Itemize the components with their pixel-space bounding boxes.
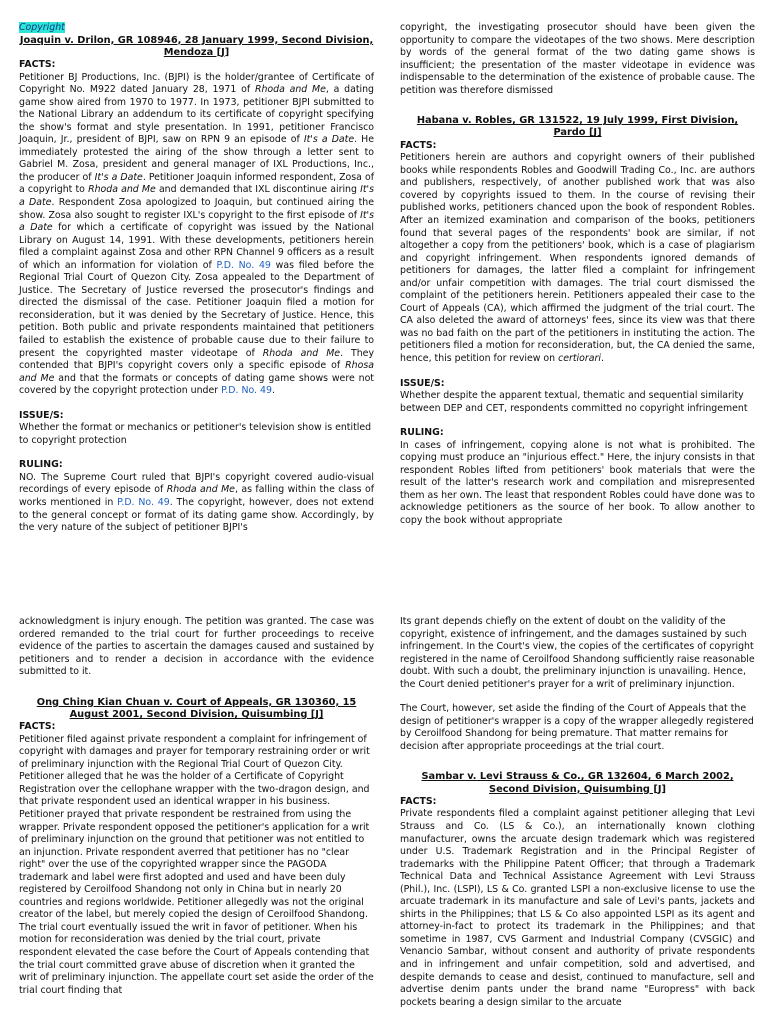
case-column-sambar bbox=[400, 616, 755, 1009]
continued-text: Its grant depends chiefly on the extent of doubt on the validity of the copyright, existence of infringement, and the damages sustained by such infringement. In the Court's view, the copies of the certificates of copyright registered in the name of Ceroilfood Shandong sufficiently raise reasonable doubt. With such a doubt, the preliminary injunction is unavailing. Hence, the Court denied petitioner's prayer for a writ of preliminary injunction. bbox=[400, 616, 755, 690]
case-title: Ong Ching Kian Chuan v. Court of Appeals, GR 130360, 15 August 2001, Second Division, Quisumbing [J] bbox=[36, 696, 357, 720]
facts-label: FACTS: bbox=[19, 58, 56, 70]
topic-tag-line bbox=[19, 22, 374, 35]
facts-paragraph: Petitioner BJ Productions, Inc. (BJPI) is the holder/grantee of Certificate of Copyright No. M922 dated January 28, 1971 of Rhoda and Me, a dating game show aired from 1970 to 1977. In 1973, petitioner BJPI submitted to the National Library an addendum to its certificate of copyright specifying the show's format and style presentation. In 1991, petitioner Francisco Joaquin, Jr., president of BJPI, saw on RPN 9 an episode of It's a Date. He immediately protested the airing of the show through a letter sent to Gabriel M. Zosa, president and general manager of IXL Productions, Inc., the producer of It's a Date. Petitioner Joaquin informed respondent, Zosa of a copyright to Rhoda and Me and demanded that IXL discontinue airing It's a Date. Respondent Zosa apologized to Joaquin, but continued airing the show. Zosa also sought to register IXL's copyright to the first episode of It's a Date for which a certificate of copyright was issued by the National Library on August 14, 1991. With these developments, petitioners herein filed a complaint against Zosa and other RPN Channel 9 officers as a result of which an information for violation of P.D. No. 49 was filed before the Regional Trial Court of Quezon City. Zosa appealed to the Department of Justice. The Secretary of Justice reversed the prosecutor's findings and directed the dismissal of the case. Petitioner Joaquin filed a motion for reconsideration, but it was denied by the Secretary of Justice. Hence, this petition. Both public and private respondents maintained that petitioners failed to establish the existence of probable cause due to their failure to present the copyrighted master videotape of Rhoda and Me. They contended that BJPI's copyright covers only a specific episode of Rhosa and Me and that the formats or concepts of dating game shows were not covered by the copyright protection under P.D. No. 49. bbox=[19, 71, 375, 397]
facts-paragraph: Petitioners herein are authors and copyright owners of their published books while respondents Robles and Goodwill Trading Co., Inc. are authors and publishers, respectively, of another published work that was also covered by copyrights issued to them. In the course of revising their published works, petitioners chanced upon the book of respondent Robles. After an itemized examination and comparison of the books, petitioners found that several pages of the respondents' book are similar, if not altogether a copy from the petitioners' book, which is a case of plagiarism and copyright infringement. When respondents ignored demands of petitioners for damages, the latter filed a complaint for infringement and/or unfair competition with damages. The trial court dismissed the complaint of the petitioners herein. Petitioners appealed their case to the Court of Appeals (CA), which affirmed the judgment of the trial court. The CA also deleted the award of attorneys' fees, since its view was that there was no bad faith on the part of the petitioners in instituting the action. The petitioners filed a motion for reconsideration, but, the CA denied the same, hence, this petition for review on certiorari. bbox=[400, 152, 755, 364]
issue-label: ISSUE/S: bbox=[400, 377, 445, 389]
case-column-habana bbox=[400, 22, 755, 528]
topic-tag: Copyright bbox=[19, 22, 65, 33]
pd49-reference: P.D. No. 49 bbox=[216, 259, 271, 271]
issue-label: ISSUE/S: bbox=[19, 409, 64, 421]
ruling-label: RULING: bbox=[400, 427, 444, 439]
case-title: Habana v. Robles, GR 131522, 19 July 1999, First Division, Pardo [J] bbox=[416, 115, 739, 139]
case-column-joaquin bbox=[19, 22, 374, 535]
case-column-ong-ching bbox=[19, 616, 374, 997]
pd49-reference: P.D. No. 49 bbox=[221, 385, 272, 397]
continued-text-2: The Court, however, set aside the finding of the Court of Appeals that the design of petitioner's wrapper is a copy of the wrapper allegedly registered by Ceroilfood Shandong for being premature. That matter remains for decision after appropriate proceedings at the trial court. bbox=[400, 703, 754, 752]
facts-label: FACTS: bbox=[400, 139, 437, 151]
case-title: Sambar v. Levi Strauss & Co., GR 132604, 6 March 2002, Second Division, Quisumbing [J] bbox=[421, 771, 734, 795]
continued-text: copyright, the investigating prosecutor should have been given the opportunity to compare the videotapes of the two shows. Mere description by words of the general format of the two dating game shows is insufficient; the presentation of the master videotape in evidence was indispensable to the determination of the existence of probable cause. The petition was therefore dismissed bbox=[400, 22, 755, 96]
continued-text: acknowledgment is injury enough. The petition was granted. The case was ordered remanded to the trial court for further proceedings to receive evidence of the parties to ascertain the damages caused and sustained by petitioners and to render a decision in accordance with the evidence submitted to it. bbox=[19, 616, 374, 678]
facts-paragraph: Private respondents filed a complaint against petitioner alleging that Levi Strauss and Co. (LS & Co.), an internationally known clothing manufacturer, owns the arcuate design trademark which was registered under U.S. Trademark Registration and in the Principal Register of trademarks with the Philippine Patent Officer; that through a Trademark Technical Data and Technical Assistance Agreement with Levi Strauss (Phil.), Inc. (LSPI), LS & Co. granted LSPI a non-exclusive license to use the arcuate trademark in its manufacture and sale of Levi's pants, jackets and shirts in the Philippines; that LS & Co also appointed LSPI as its agent and attorney-in-fact to protect its trademark in the Philippines; and that sometime in 1987, CVS Garment and Industrial Company (CVSGIC) and Venancio Sambar, without consent and authority of private respondents and in infringement and unfair competition, sold and advertised, and despite demands to cease and desist, continued to manufacture, sell and advertise denim pants under the brand name "Europress" with back pockets bearing a design similar to the arcuate bbox=[400, 808, 755, 1008]
issue-text: Whether the format or mechanics or petitioner's television show is entitled to copyright protection bbox=[19, 422, 372, 446]
facts-paragraph: Petitioner filed against private respondent a complaint for infringement of copyright with damages and prayer for temporary restraining order or writ of preliminary injunction with the Regional Trial Court of Quezon City. Petitioner alleged that he was the holder of a Certificate of Copyright Registration over the cellophane wrapper with the two-dragon design, and that private respondent used an identical wrapper in his business. Petitioner prayed that private respondent be restrained from using the wrapper. Private respondent opposed the petitioner's application for a writ of preliminary injunction on the ground that petitioner was not entitled to an injunction. Private respondent averred that petitioner has no "clear right" over the use of the copyrighted wrapper since the PAGODA trademark and label were first adopted and used and have been duly registered by Ceroilfood Shandong not only in China but in nearly 20 countries and regions worldwide. Petitioner allegedly was not the original creator of the label, but merely copied the design of Ceroilfood Shandong. The trial court eventually issued the writ in favor of petitioner. When his motion for reconsideration was denied by the trial court, private respondent elevated the case before the Court of Appeals contending that the trial court committed grave abuse of discretion when it granted the writ of preliminary injunction. The appellate court set aside the order of the trial court finding that bbox=[19, 733, 374, 996]
facts-label: FACTS: bbox=[19, 721, 56, 733]
case-title: Joaquin v. Drilon, GR 108946, 28 January 1999, Second Division, Mendoza [J] bbox=[19, 34, 374, 58]
facts-label: FACTS: bbox=[400, 795, 437, 807]
ruling-paragraph: NO. The Supreme Court ruled that BJPI's copyright covered audio-visual recordings of every episode of Rhoda and Me, as falling within the class of works mentioned in P.D. No. 49. The copyright, however, does not extend to the general concept or format of its dating game show. Accordingly, by the very nature of the subject of petitioner BJPI's bbox=[19, 471, 375, 534]
ruling-paragraph: In cases of infringement, copying alone is not what is prohibited. The copying must produce an "injurious effect." Here, the injury consists in that respondent Robles lifted from petitioners' book materials that were the result of the latter's research work and compilation and misrepresented them as her own. The least that respondent Robles could have done was to acknowledge petitioners as the source of her book. To allow another to copy the book without appropriate bbox=[400, 439, 755, 526]
issue-text: Whether despite the apparent textual, thematic and sequential similarity between DEP and CET, respondents committed no copyright infringement bbox=[400, 390, 748, 414]
ruling-label: RULING: bbox=[19, 459, 63, 471]
pd49-reference: P.D. No. 49 bbox=[117, 497, 170, 508]
